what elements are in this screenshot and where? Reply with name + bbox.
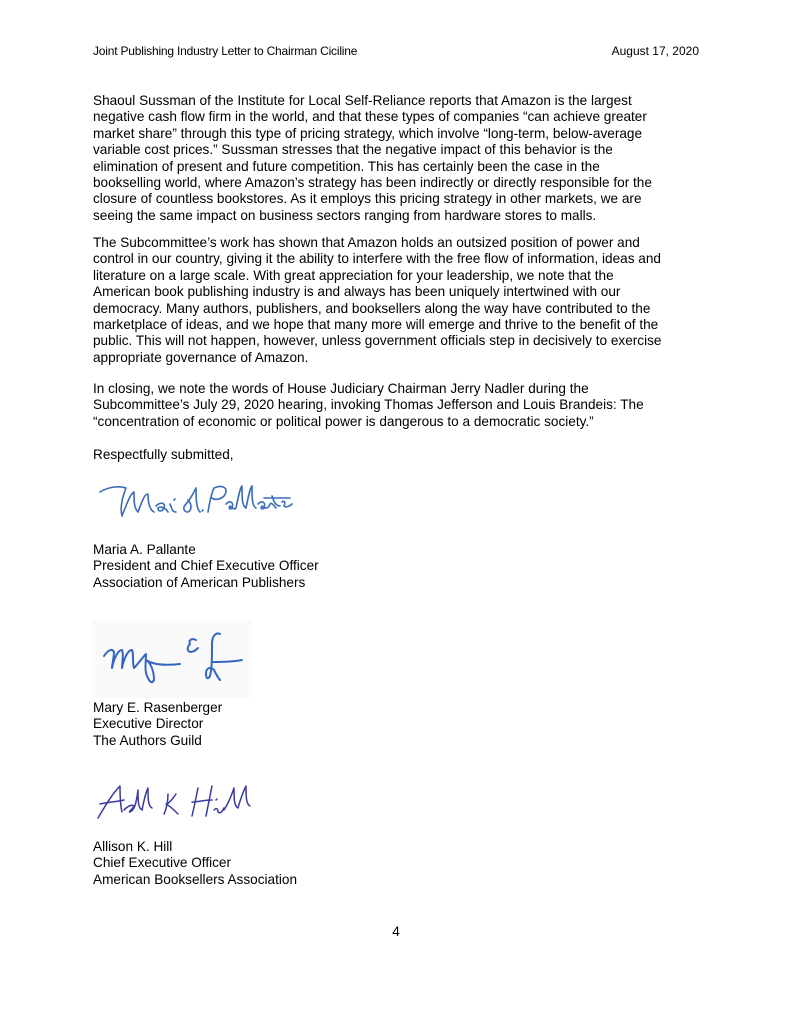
signature-maria-pallante (96, 478, 296, 526)
paragraph-subcommittee-work: The Subcommittee’s work has shown that Amazon holds an outsized position of power and control in our country, giving it the ability to interfere with the free flow of information, ideas and literature on a large scale. With great appreciation for your leadership, we note that the American book publishing industry is and always has been uniquely intertwined with our democracy. Many authors, publishers, and booksellers along the way have contributed to the marketplace of ideas, and we hope that many more will emerge and thrive to the benefit of the public. This will not happen, however, unless government officials step in decisively to exercise appropriate governance of Amazon. (93, 235, 662, 365)
signatory-organization: American Booksellers Association (93, 871, 297, 887)
letter-title: Joint Publishing Industry Letter to Chairman Ciciline (93, 44, 358, 58)
signatory-block-rasenberger (93, 700, 222, 749)
paragraph-closing-quote: In closing, we note the words of House Judiciary Chairman Jerry Nadler during the Subcommittee’s July 29, 2020 hearing, invoking Thomas Jefferson and Louis Brandeis: The “concentration of economic or political power is dangerous to a democratic society.” (93, 381, 644, 429)
signatory-title: President and Chief Executive Officer (93, 558, 319, 574)
signatory-title: Executive Director (93, 716, 204, 732)
signatory-name: Allison K. Hill (93, 839, 173, 854)
signatory-organization: The Authors Guild (93, 732, 202, 748)
signature-allison-hill (94, 780, 264, 824)
signatory-block-pallante (93, 542, 319, 591)
letter-date: August 17, 2020 (611, 44, 699, 58)
paragraph-pricing-strategy: Shaoul Sussman of the Institute for Local Self-Reliance reports that Amazon is the largest negative cash flow firm in the world, and that these types of companies “can achieve greater market share” through this type of pricing strategy, which involve “long-term, below-average variable cost prices.” Sussman stresses that the negative impact of this behavior is the elimination of present and future competition. This has certainly been the case in the bookselling world, where Amazon’s strategy has been indirectly or directly responsible for the closure of countless bookstores. As it employs this pricing strategy in other markets, we are seeing the same impact on business sectors ranging from hardware stores to malls. (93, 93, 652, 223)
page-number: 4 (392, 924, 400, 939)
signatory-title: Chief Executive Officer (93, 855, 232, 871)
signatory-name: Maria A. Pallante (93, 542, 196, 557)
signatory-block-hill (93, 839, 297, 888)
closing-salutation: Respectfully submitted, (93, 447, 234, 462)
page-header (93, 44, 699, 60)
signatory-organization: Association of American Publishers (93, 574, 306, 590)
signature-mary-rasenberger (92, 620, 252, 698)
signatory-name: Mary E. Rasenberger (93, 700, 223, 715)
